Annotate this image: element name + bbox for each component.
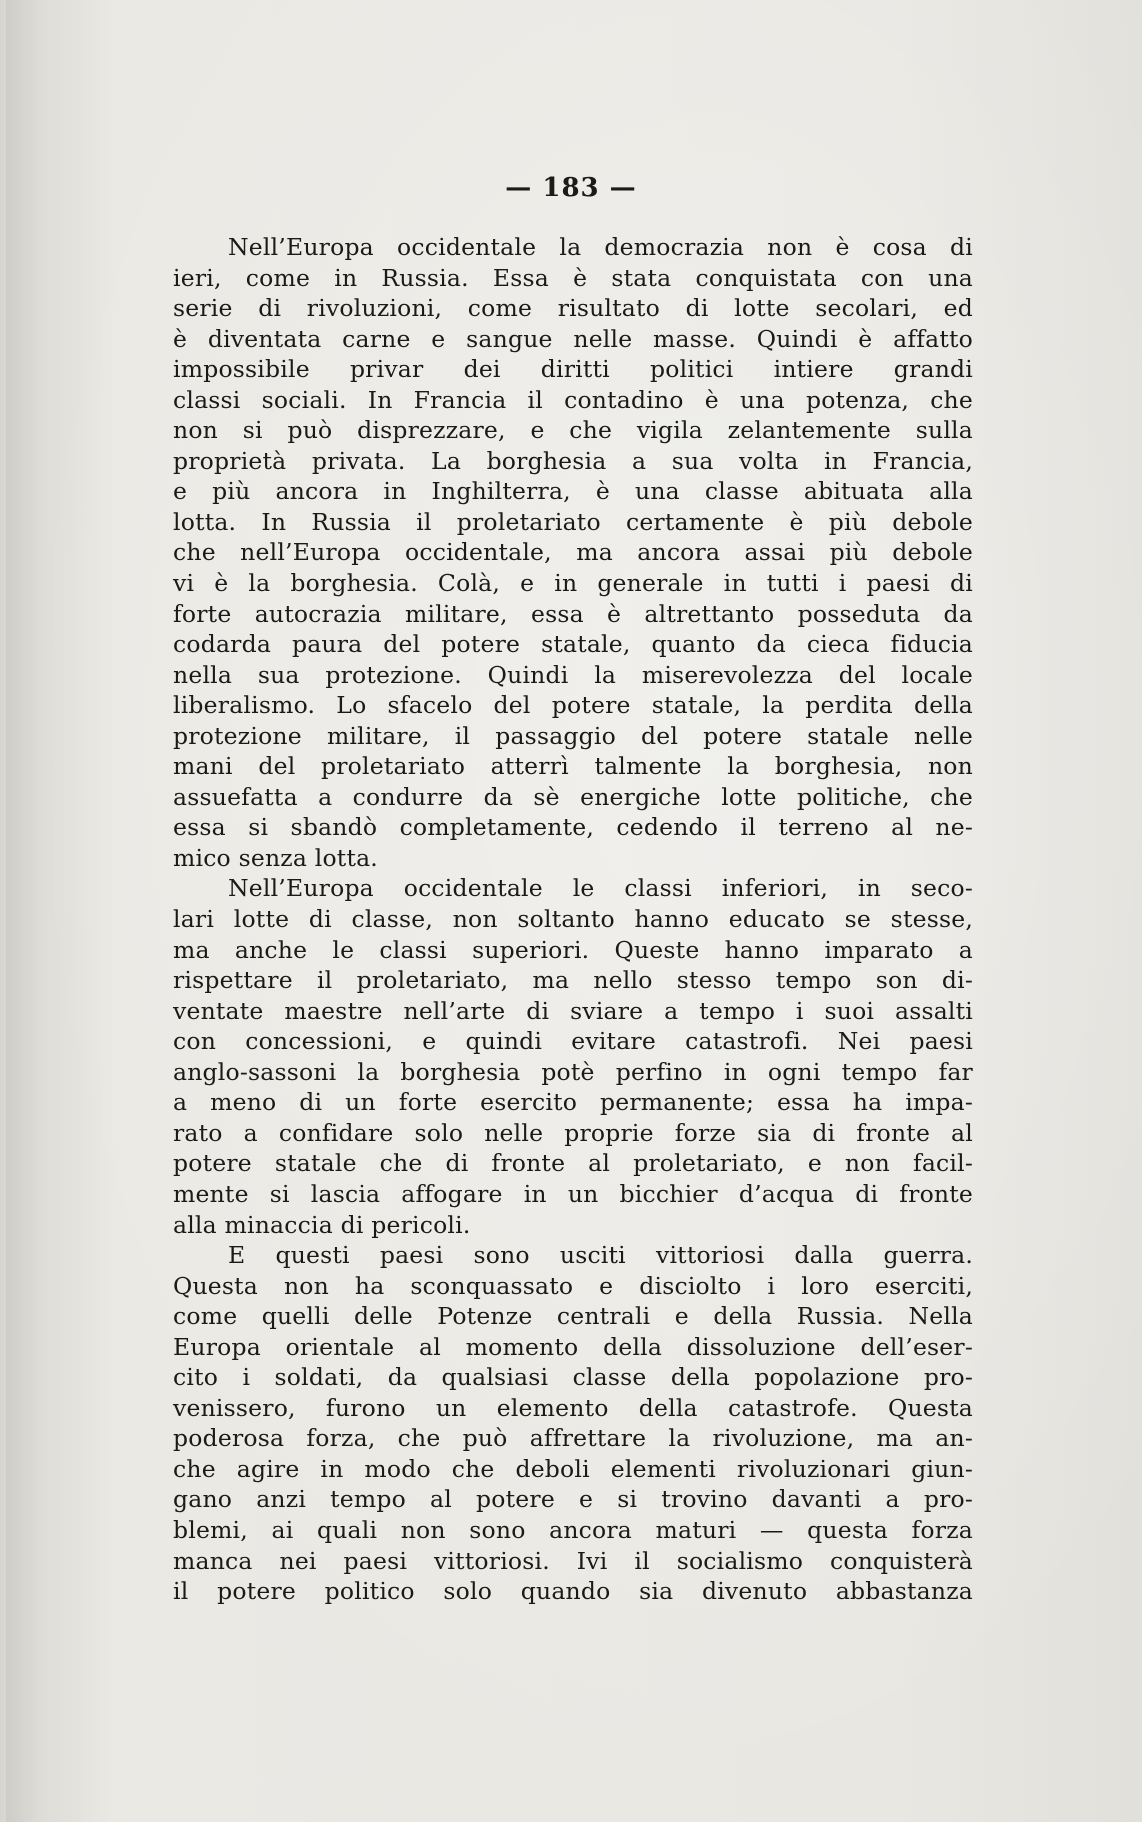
text-line: gano anzi tempo al potere e si trovino davanti a pro-	[173, 1485, 973, 1514]
text-line: venissero, furono un elemento della catastrofe. Questa	[173, 1393, 973, 1422]
text-line: nella sua protezione. Quindi la miserevolezza del locale	[173, 660, 973, 689]
text-line: proprietà privata. La borghesia a sua volta in Francia,	[173, 446, 973, 475]
text-line: mente si lascia affogare in un bicchier d’acqua di fronte	[173, 1179, 973, 1208]
text-line: lotta. In Russia il proletariato certamente è più debole	[173, 507, 973, 536]
text-line: rispettare il proletariato, ma nello stesso tempo son di-	[173, 966, 973, 995]
text-line: serie di rivoluzioni, come risultato di lotte secolari, ed	[173, 294, 973, 323]
text-line: anglo-sassoni la borghesia potè perfino in ogni tempo far	[173, 1057, 973, 1086]
text-line: che agire in modo che deboli elementi rivoluzionari giun-	[173, 1454, 973, 1483]
text-line: ma anche le classi superiori. Queste hanno imparato a	[173, 935, 973, 964]
text-line: che nell’Europa occidentale, ma ancora assai più debole	[173, 538, 973, 567]
text-line: vi è la borghesia. Colà, e in generale in tutti i paesi di	[173, 569, 973, 598]
text-line: cito i soldati, da qualsiasi classe della popolazione pro-	[173, 1363, 973, 1392]
text-line: e più ancora in Inghilterra, è una classe abituata alla	[173, 477, 973, 506]
text-line: lari lotte di classe, non soltanto hanno educato se stesse,	[173, 905, 973, 934]
text-line: assuefatta a condurre da sè energiche lotte politiche, che	[173, 782, 973, 811]
text-line: non si può disprezzare, e che vigila zelantemente sulla	[173, 416, 973, 445]
text-line: ieri, come in Russia. Essa è stata conquistata con una	[173, 263, 973, 292]
text-line: mico senza lotta.	[173, 843, 378, 872]
text-line: codarda paura del potere statale, quanto da cieca fiducia	[173, 630, 973, 659]
text-line: alla minaccia di pericoli.	[173, 1210, 471, 1239]
body-text	[173, 232, 973, 1607]
text-line: è diventata carne e sangue nelle masse. Quindi è affatto	[173, 324, 973, 353]
text-line: impossibile privar dei diritti politici intiere grandi	[173, 355, 973, 384]
text-line: Questa non ha sconquassato e disciolto i loro eserciti,	[173, 1271, 973, 1300]
text-line: forte autocrazia militare, essa è altrettanto posseduta da	[173, 599, 973, 628]
text-line: con concessioni, e quindi evitare catastrofi. Nei paesi	[173, 1027, 973, 1056]
text-line: potere statale che di fronte al proletariato, e non facil-	[173, 1149, 973, 1178]
text-line: E questi paesi sono usciti vittoriosi dalla guerra.	[228, 1241, 973, 1270]
text-line: poderosa forza, che può affrettare la rivoluzione, ma an-	[173, 1424, 973, 1453]
text-line: classi sociali. In Francia il contadino è una potenza, che	[173, 385, 973, 414]
text-line: protezione militare, il passaggio del potere statale nelle	[173, 721, 973, 750]
text-line: essa si sbandò completamente, cedendo il terreno al ne-	[173, 813, 973, 842]
text-line: manca nei paesi vittoriosi. Ivi il socialismo conquisterà	[173, 1546, 973, 1575]
text-line: Nell’Europa occidentale le classi inferiori, in seco-	[228, 874, 973, 903]
page-number: — 183 —	[505, 173, 637, 203]
text-line: a meno di un forte esercito permanente; essa ha impa-	[173, 1088, 973, 1117]
text-line: Europa orientale al momento della dissoluzione dell’eser-	[173, 1332, 973, 1361]
text-line: ventate maestre nell’arte di sviare a tempo i suoi assalti	[173, 996, 973, 1025]
text-line: come quelli delle Potenze centrali e della Russia. Nella	[173, 1302, 973, 1331]
text-line: mani del proletariato atterrì talmente la borghesia, non	[173, 752, 973, 781]
text-line: rato a confidare solo nelle proprie forze sia di fronte al	[173, 1118, 973, 1147]
text-line: il potere politico solo quando sia divenuto abbastanza	[173, 1577, 973, 1606]
text-line: blemi, ai quali non sono ancora maturi — questa forza	[173, 1515, 973, 1544]
text-line: Nell’Europa occidentale la democrazia non è cosa di	[228, 233, 973, 261]
text-line: liberalismo. Lo sfacelo del potere statale, la perdita della	[173, 691, 973, 720]
page-shadow	[6, 0, 116, 1822]
